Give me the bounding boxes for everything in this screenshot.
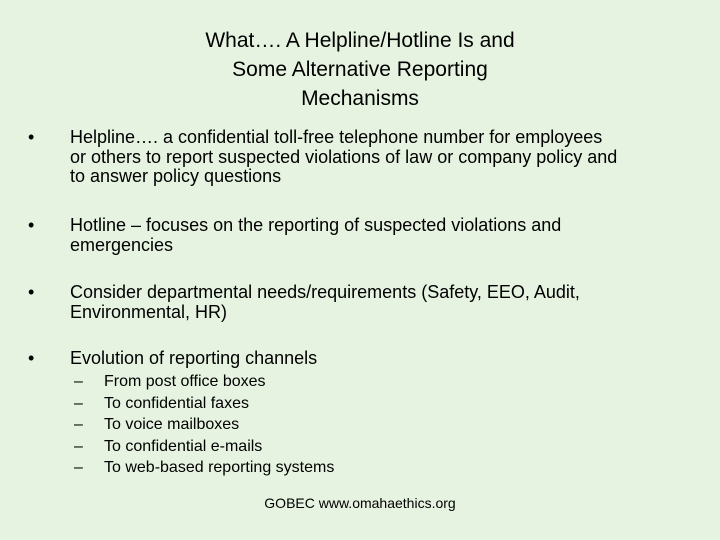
bullet-marker: •	[28, 348, 35, 368]
sub-bullet-item	[74, 371, 474, 393]
title-line-1: What…. A Helpline/Hotline Is and	[205, 29, 515, 52]
bullet-text-line: Environmental, HR)	[70, 301, 228, 322]
title-line-3: Mechanisms	[301, 87, 419, 110]
bullet-text-line: Evolution of reporting channels	[70, 348, 318, 368]
footer-credit: GOBEC www.omahaethics.org	[264, 495, 456, 511]
sub-bullet-marker: –	[74, 373, 83, 390]
sub-bullet-list	[74, 371, 474, 479]
sub-bullet-marker: –	[74, 437, 83, 455]
sub-bullet-text: From post office boxes	[104, 373, 266, 390]
bullet-text-line: or others to report suspected violations of law or company policy and	[70, 146, 618, 167]
sub-bullet-item	[74, 414, 474, 436]
bullet-text-line: emergencies	[70, 234, 174, 255]
sub-bullet-marker: –	[74, 394, 83, 412]
sub-bullet-marker: –	[74, 459, 83, 476]
sub-bullet-marker: –	[74, 416, 83, 433]
sub-bullet-item	[74, 436, 474, 458]
bullet-text-line: to answer policy questions	[70, 166, 282, 186]
sub-bullet-text: To web-based reporting systems	[104, 459, 335, 476]
bullet-marker: •	[28, 282, 35, 302]
bullet-text-line: Hotline – focuses on the reporting of suspected violations and	[70, 215, 562, 235]
sub-bullet-text: To confidential faxes	[104, 394, 249, 412]
sub-bullet-item	[74, 457, 474, 479]
sub-bullet-item	[74, 393, 474, 415]
bullet-text-line: Consider departmental needs/requirements (Safety, EEO, Audit,	[70, 282, 580, 302]
bullet-marker: •	[28, 215, 35, 235]
sub-bullet-text: To voice mailboxes	[104, 416, 240, 433]
title-line-2: Some Alternative Reporting	[232, 58, 488, 81]
sub-bullet-text: To confidential e-mails	[104, 437, 263, 455]
bullet-text-line: Helpline…. a confidential toll-free telephone number for employees	[70, 127, 603, 147]
bullet-marker: •	[28, 127, 35, 147]
